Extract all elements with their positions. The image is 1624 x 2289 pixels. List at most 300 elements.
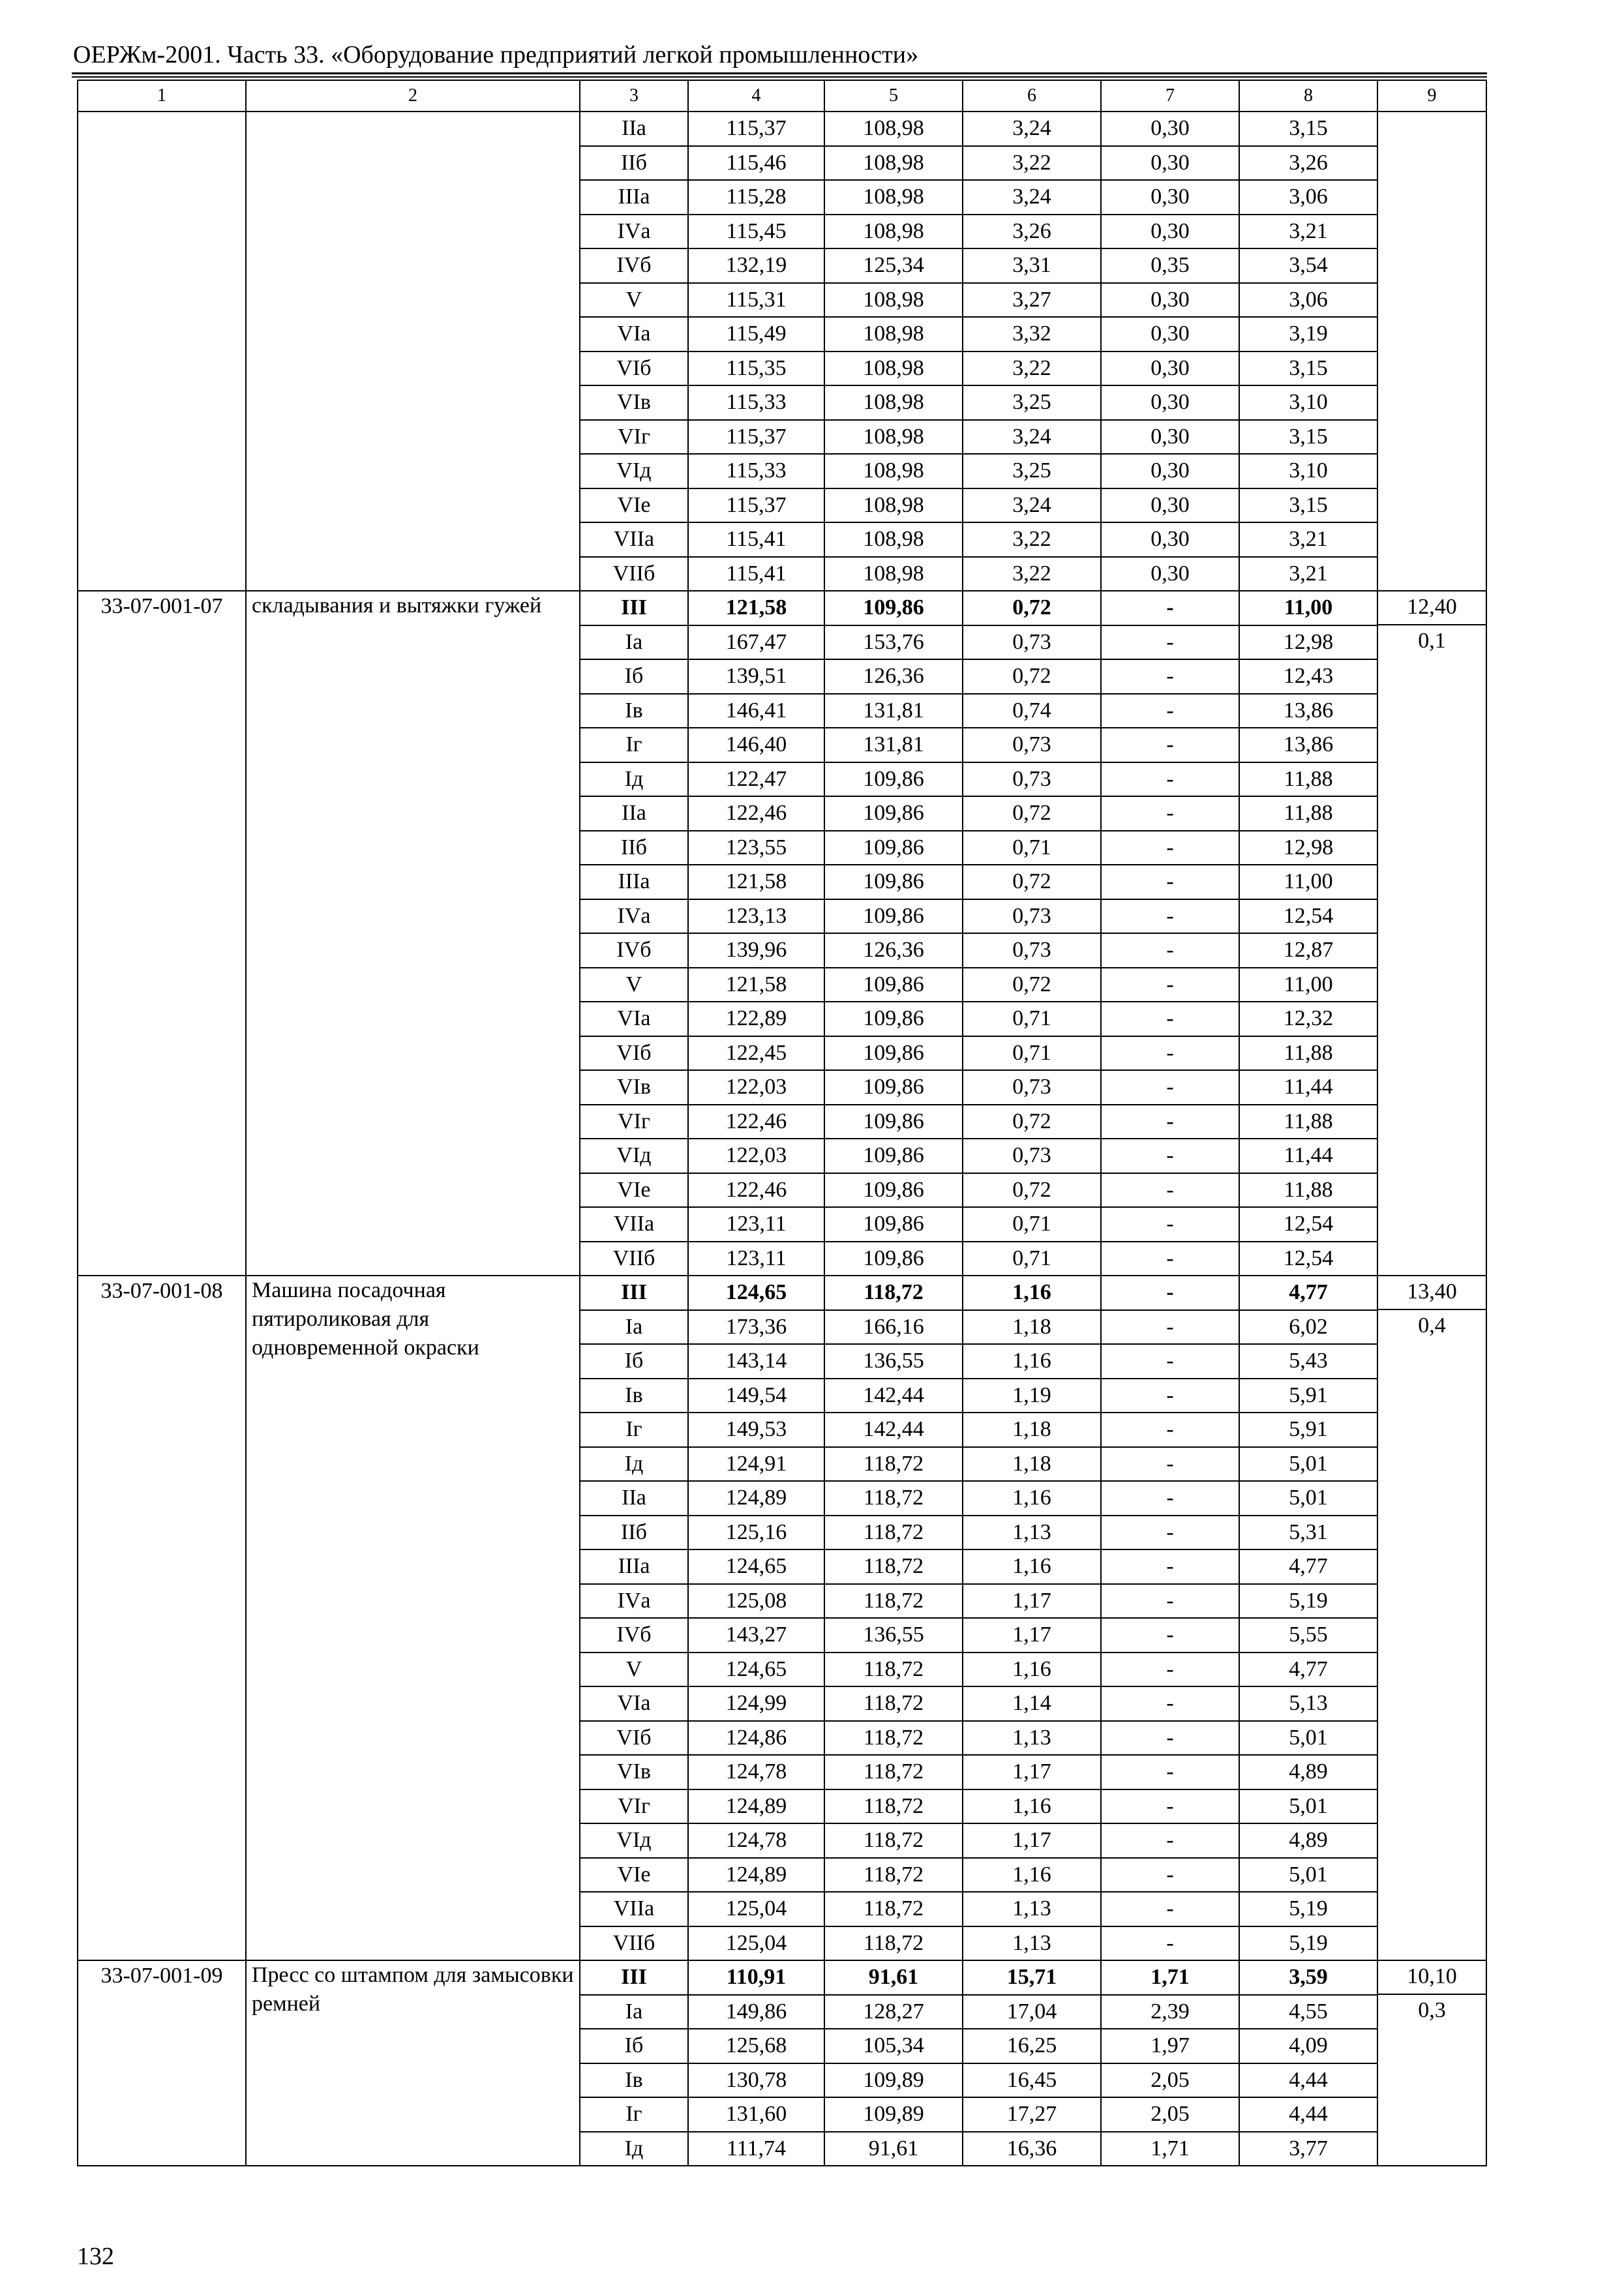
value-cell: - xyxy=(1101,1926,1239,1961)
zone-cell: VIе xyxy=(580,488,688,523)
value-cell: 124,89 xyxy=(688,1858,824,1893)
zone-cell: VIIа xyxy=(580,1892,688,1926)
zone-cell: IVб xyxy=(580,933,688,968)
value-cell: - xyxy=(1101,1036,1239,1071)
zone-cell: VIб xyxy=(580,352,688,386)
value-cell: - xyxy=(1101,1858,1239,1893)
value-cell: 6,02 xyxy=(1239,1310,1377,1345)
value-cell: 4,77 xyxy=(1239,1549,1377,1584)
value-cell: 12,54 xyxy=(1239,1207,1377,1242)
column-header: 7 xyxy=(1101,80,1239,112)
value-cell: 124,99 xyxy=(688,1686,824,1721)
zone-cell: Iб xyxy=(580,659,688,694)
zone-cell: III xyxy=(580,591,688,625)
value-cell: 0,30 xyxy=(1101,385,1239,420)
zone-cell: VIIа xyxy=(580,1207,688,1242)
value-cell: 4,09 xyxy=(1239,2029,1377,2063)
value-cell: - xyxy=(1101,728,1239,762)
value-cell: - xyxy=(1101,1789,1239,1824)
name-cell: Пресс со штампом для замысовки ремней xyxy=(246,1960,580,2166)
table-row xyxy=(78,591,1486,625)
value-cell: 0,72 xyxy=(963,591,1101,625)
value-cell: 5,19 xyxy=(1239,1926,1377,1961)
value-cell: - xyxy=(1101,1481,1239,1516)
value-cell: 2,05 xyxy=(1101,2097,1239,2132)
value-cell: 1,13 xyxy=(963,1721,1101,1756)
value-cell: 5,01 xyxy=(1239,1858,1377,1893)
value-cell: 1,16 xyxy=(963,1344,1101,1379)
zone-cell: IVб xyxy=(580,248,688,283)
value-cell: - xyxy=(1101,796,1239,831)
name-cell: Машина посадочная пятироликовая для одновременной окраски xyxy=(246,1276,580,1960)
value-cell: 118,72 xyxy=(824,1686,963,1721)
value-cell: 13,86 xyxy=(1239,728,1377,762)
zone-cell: IIа xyxy=(580,796,688,831)
column-header: 1 xyxy=(78,80,246,112)
value-cell: 0,30 xyxy=(1101,180,1239,215)
value-cell: 1,17 xyxy=(963,1755,1101,1789)
value-cell: 109,89 xyxy=(824,2097,963,2132)
zone-cell: Iа xyxy=(580,1310,688,1345)
value-cell: 139,51 xyxy=(688,659,824,694)
value-cell: 91,61 xyxy=(824,1960,963,1995)
value-cell: 123,11 xyxy=(688,1207,824,1242)
zone-cell: Iд xyxy=(580,762,688,797)
value-cell: 0,30 xyxy=(1101,522,1239,557)
col9-bottom-value: 0,3 xyxy=(1418,1998,1446,2022)
zone-cell: V xyxy=(580,1653,688,1687)
zone-cell: IIб xyxy=(580,1516,688,1550)
value-cell: 3,24 xyxy=(963,112,1101,146)
value-cell: - xyxy=(1101,1755,1239,1789)
value-cell: 118,72 xyxy=(824,1447,963,1482)
value-cell: 0,72 xyxy=(963,796,1101,831)
value-cell: 139,96 xyxy=(688,933,824,968)
value-cell: 0,73 xyxy=(963,625,1101,660)
name-cell: складывания и вытяжки гужей xyxy=(246,591,580,1276)
value-cell: - xyxy=(1101,591,1239,625)
value-cell: 115,35 xyxy=(688,352,824,386)
value-cell: 0,72 xyxy=(963,659,1101,694)
value-cell: 3,24 xyxy=(963,488,1101,523)
zone-cell: Iв xyxy=(580,1379,688,1413)
zone-cell: Iа xyxy=(580,625,688,660)
value-cell: - xyxy=(1101,1584,1239,1619)
zone-cell: VIб xyxy=(580,1036,688,1071)
zone-cell: VIд xyxy=(580,1139,688,1173)
value-cell: - xyxy=(1101,1516,1239,1550)
value-cell: 109,86 xyxy=(824,865,963,899)
value-cell: 0,30 xyxy=(1101,352,1239,386)
value-cell: 109,86 xyxy=(824,1105,963,1139)
value-cell: 3,15 xyxy=(1239,420,1377,455)
value-cell: 167,47 xyxy=(688,625,824,660)
value-cell: 0,30 xyxy=(1101,112,1239,146)
value-cell: 12,54 xyxy=(1239,1242,1377,1276)
value-cell: 118,72 xyxy=(824,1789,963,1824)
value-cell: 122,45 xyxy=(688,1036,824,1071)
value-cell: 3,06 xyxy=(1239,180,1377,215)
value-cell: 3,21 xyxy=(1239,215,1377,249)
value-cell: 1,14 xyxy=(963,1686,1101,1721)
value-cell: 11,00 xyxy=(1239,968,1377,1002)
value-cell: 124,78 xyxy=(688,1823,824,1858)
value-cell: 16,45 xyxy=(963,2063,1101,2098)
column-header: 6 xyxy=(963,80,1101,112)
value-cell: 1,71 xyxy=(1101,1960,1239,1995)
table-row xyxy=(78,1960,1486,1995)
value-cell: 5,31 xyxy=(1239,1516,1377,1550)
value-cell: 108,98 xyxy=(824,215,963,249)
value-cell: 4,44 xyxy=(1239,2097,1377,2132)
value-cell: 110,91 xyxy=(688,1960,824,1995)
value-cell: 4,44 xyxy=(1239,2063,1377,2098)
column-header-row xyxy=(78,80,1486,112)
value-cell: - xyxy=(1101,1276,1239,1310)
value-cell: 118,72 xyxy=(824,1584,963,1619)
value-cell: 3,25 xyxy=(963,385,1101,420)
value-cell: 12,32 xyxy=(1239,1002,1377,1036)
zone-cell: IIб xyxy=(580,831,688,865)
value-cell: 5,01 xyxy=(1239,1721,1377,1756)
value-cell: 109,86 xyxy=(824,1173,963,1208)
value-cell: 1,18 xyxy=(963,1413,1101,1447)
value-cell: 0,73 xyxy=(963,1070,1101,1105)
value-cell: 1,17 xyxy=(963,1584,1101,1619)
value-cell: 105,34 xyxy=(824,2029,963,2063)
value-cell: 125,34 xyxy=(824,248,963,283)
zone-cell: VIIб xyxy=(580,1926,688,1961)
zone-cell: IIб xyxy=(580,146,688,181)
value-cell: - xyxy=(1101,1413,1239,1447)
value-cell: 11,44 xyxy=(1239,1070,1377,1105)
zone-cell: IVа xyxy=(580,1584,688,1619)
col9-bottom-value: 0,1 xyxy=(1418,629,1446,653)
value-cell: 1,16 xyxy=(963,1789,1101,1824)
value-cell: 4,89 xyxy=(1239,1755,1377,1789)
value-cell: 115,31 xyxy=(688,283,824,318)
value-cell: 121,58 xyxy=(688,591,824,625)
value-cell: 2,39 xyxy=(1101,1995,1239,2029)
zone-cell: VIIб xyxy=(580,1242,688,1276)
zone-cell: Iг xyxy=(580,728,688,762)
value-cell: 109,86 xyxy=(824,899,963,934)
value-cell: 12,87 xyxy=(1239,933,1377,968)
header-rule-thin xyxy=(72,76,1487,78)
value-cell: 0,71 xyxy=(963,1002,1101,1036)
value-cell: 0,73 xyxy=(963,1139,1101,1173)
zone-cell: VIб xyxy=(580,1721,688,1756)
value-cell: 1,18 xyxy=(963,1310,1101,1345)
column-header: 8 xyxy=(1239,80,1377,112)
value-cell: 0,71 xyxy=(963,1242,1101,1276)
value-cell: 111,74 xyxy=(688,2132,824,2166)
value-cell: 1,16 xyxy=(963,1276,1101,1310)
value-cell: 125,08 xyxy=(688,1584,824,1619)
value-cell: 109,86 xyxy=(824,796,963,831)
value-cell: 0,73 xyxy=(963,933,1101,968)
zone-cell: Iд xyxy=(580,1447,688,1482)
zone-cell: IIIа xyxy=(580,180,688,215)
value-cell: 146,40 xyxy=(688,728,824,762)
value-cell: 15,71 xyxy=(963,1960,1101,1995)
zone-cell: VIв xyxy=(580,1755,688,1789)
value-cell: 124,65 xyxy=(688,1549,824,1584)
zone-cell: VIа xyxy=(580,1686,688,1721)
value-cell: 142,44 xyxy=(824,1413,963,1447)
value-cell: 0,30 xyxy=(1101,420,1239,455)
value-cell: 115,28 xyxy=(688,180,824,215)
zone-cell: Iб xyxy=(580,2029,688,2063)
value-cell: 131,81 xyxy=(824,694,963,728)
value-cell: 0,72 xyxy=(963,1105,1101,1139)
value-cell: 3,31 xyxy=(963,248,1101,283)
value-cell: 0,71 xyxy=(963,1207,1101,1242)
value-cell: 0,72 xyxy=(963,1173,1101,1208)
value-cell: 1,16 xyxy=(963,1549,1101,1584)
value-cell: 122,46 xyxy=(688,1173,824,1208)
value-cell: 115,37 xyxy=(688,488,824,523)
value-cell: 109,86 xyxy=(824,968,963,1002)
col9-top-value: 12,40 xyxy=(1378,591,1486,625)
value-cell: 118,72 xyxy=(824,1481,963,1516)
zone-cell: III xyxy=(580,1960,688,1995)
value-cell: 109,86 xyxy=(824,1207,963,1242)
value-cell: 115,37 xyxy=(688,420,824,455)
value-cell: 0,30 xyxy=(1101,557,1239,591)
value-cell: 115,33 xyxy=(688,454,824,488)
value-cell: 143,14 xyxy=(688,1344,824,1379)
value-cell: 118,72 xyxy=(824,1755,963,1789)
value-cell: 108,98 xyxy=(824,180,963,215)
value-cell: 173,36 xyxy=(688,1310,824,1345)
value-cell: 0,35 xyxy=(1101,248,1239,283)
value-cell: 125,68 xyxy=(688,2029,824,2063)
value-cell: 5,19 xyxy=(1239,1892,1377,1926)
value-cell: 0,30 xyxy=(1101,317,1239,352)
zone-cell: III xyxy=(580,1276,688,1310)
value-cell: 12,54 xyxy=(1239,899,1377,934)
value-cell: 109,86 xyxy=(824,1002,963,1036)
value-cell: - xyxy=(1101,1379,1239,1413)
value-cell: 3,26 xyxy=(1239,146,1377,181)
zone-cell: IIа xyxy=(580,1481,688,1516)
zone-cell: VIе xyxy=(580,1173,688,1208)
zone-cell: Iв xyxy=(580,2063,688,2098)
value-cell: 109,86 xyxy=(824,1242,963,1276)
value-cell: 123,55 xyxy=(688,831,824,865)
zone-cell: Iг xyxy=(580,1413,688,1447)
value-cell: 11,00 xyxy=(1239,865,1377,899)
zone-cell: VIг xyxy=(580,1789,688,1824)
value-cell: 124,65 xyxy=(688,1653,824,1687)
value-cell: 0,73 xyxy=(963,762,1101,797)
value-cell: 1,17 xyxy=(963,1618,1101,1653)
value-cell: 3,22 xyxy=(963,522,1101,557)
value-cell: 122,89 xyxy=(688,1002,824,1036)
value-cell: 149,86 xyxy=(688,1995,824,2029)
value-cell: 1,13 xyxy=(963,1892,1101,1926)
value-cell: 121,58 xyxy=(688,865,824,899)
value-cell: 115,46 xyxy=(688,146,824,181)
value-cell: 125,04 xyxy=(688,1892,824,1926)
value-cell: 0,30 xyxy=(1101,215,1239,249)
resource-table xyxy=(77,80,1487,2166)
value-cell: 5,55 xyxy=(1239,1618,1377,1653)
value-cell: 166,16 xyxy=(824,1310,963,1345)
value-cell: 0,73 xyxy=(963,899,1101,934)
name-cell xyxy=(246,112,580,591)
value-cell: - xyxy=(1101,1207,1239,1242)
value-cell: 0,71 xyxy=(963,1036,1101,1071)
value-cell: 122,46 xyxy=(688,1105,824,1139)
value-cell: 149,53 xyxy=(688,1413,824,1447)
zone-cell: VIIа xyxy=(580,522,688,557)
value-cell: 1,13 xyxy=(963,1926,1101,1961)
value-cell: 122,03 xyxy=(688,1070,824,1105)
value-cell: - xyxy=(1101,1686,1239,1721)
zone-cell: Iб xyxy=(580,1344,688,1379)
col9-top-value: 10,10 xyxy=(1378,1961,1486,1995)
value-cell: 3,27 xyxy=(963,283,1101,318)
value-cell: - xyxy=(1101,1653,1239,1687)
value-cell: 136,55 xyxy=(824,1618,963,1653)
value-cell: 3,21 xyxy=(1239,557,1377,591)
value-cell: 115,41 xyxy=(688,557,824,591)
value-cell: 0,30 xyxy=(1101,283,1239,318)
value-cell: 109,89 xyxy=(824,2063,963,2098)
value-cell: 149,54 xyxy=(688,1379,824,1413)
value-cell: - xyxy=(1101,694,1239,728)
zone-cell: IVа xyxy=(580,215,688,249)
value-cell: 4,77 xyxy=(1239,1653,1377,1687)
value-cell: 126,36 xyxy=(824,659,963,694)
value-cell: - xyxy=(1101,762,1239,797)
value-cell: 17,27 xyxy=(963,2097,1101,2132)
value-cell: - xyxy=(1101,1002,1239,1036)
value-cell: - xyxy=(1101,1892,1239,1926)
column-header: 2 xyxy=(246,80,580,112)
value-cell: - xyxy=(1101,968,1239,1002)
code-cell: 33-07-001-08 xyxy=(78,1276,246,1960)
zone-cell: V xyxy=(580,283,688,318)
value-cell: 12,98 xyxy=(1239,831,1377,865)
value-cell: 5,01 xyxy=(1239,1481,1377,1516)
value-cell: 1,97 xyxy=(1101,2029,1239,2063)
col9-top-value: 13,40 xyxy=(1378,1276,1486,1310)
value-cell: - xyxy=(1101,1173,1239,1208)
value-cell: 122,03 xyxy=(688,1139,824,1173)
zone-cell: VIIб xyxy=(580,557,688,591)
value-cell: 108,98 xyxy=(824,454,963,488)
value-cell: 1,16 xyxy=(963,1481,1101,1516)
value-cell: 3,24 xyxy=(963,420,1101,455)
table-body xyxy=(78,80,1486,2166)
zone-cell: Iа xyxy=(580,1995,688,2029)
value-cell: 5,13 xyxy=(1239,1686,1377,1721)
value-cell: 11,88 xyxy=(1239,1105,1377,1139)
zone-cell: VIв xyxy=(580,385,688,420)
zone-cell: VIд xyxy=(580,1823,688,1858)
value-cell: 124,78 xyxy=(688,1755,824,1789)
value-cell: 124,89 xyxy=(688,1789,824,1824)
value-cell: 118,72 xyxy=(824,1721,963,1756)
zone-cell: Iг xyxy=(580,2097,688,2132)
value-cell: - xyxy=(1101,1344,1239,1379)
value-cell: 125,04 xyxy=(688,1926,824,1961)
value-cell: - xyxy=(1101,831,1239,865)
value-cell: 1,16 xyxy=(963,1653,1101,1687)
value-cell: - xyxy=(1101,659,1239,694)
value-cell: 118,72 xyxy=(824,1892,963,1926)
value-cell: 3,21 xyxy=(1239,522,1377,557)
table-row xyxy=(78,1276,1486,1310)
value-cell: 0,72 xyxy=(963,865,1101,899)
value-cell: 3,22 xyxy=(963,557,1101,591)
col9-cell xyxy=(1377,1960,1486,2166)
value-cell: - xyxy=(1101,1721,1239,1756)
code-cell: 33-07-001-09 xyxy=(78,1960,246,2166)
value-cell: 0,72 xyxy=(963,968,1101,1002)
value-cell: 108,98 xyxy=(824,522,963,557)
value-cell: 123,11 xyxy=(688,1242,824,1276)
value-cell: 118,72 xyxy=(824,1926,963,1961)
value-cell: 3,22 xyxy=(963,146,1101,181)
zone-cell: VIг xyxy=(580,1105,688,1139)
value-cell: 13,86 xyxy=(1239,694,1377,728)
value-cell: 108,98 xyxy=(824,352,963,386)
value-cell: 124,65 xyxy=(688,1276,824,1310)
value-cell: 3,59 xyxy=(1239,1960,1377,1995)
zone-cell: Iд xyxy=(580,2132,688,2166)
value-cell: 109,86 xyxy=(824,1139,963,1173)
value-cell: 136,55 xyxy=(824,1344,963,1379)
value-cell: 108,98 xyxy=(824,112,963,146)
value-cell: 5,91 xyxy=(1239,1413,1377,1447)
value-cell: 146,41 xyxy=(688,694,824,728)
value-cell: 121,58 xyxy=(688,968,824,1002)
value-cell: 11,88 xyxy=(1239,1173,1377,1208)
zone-cell: IIIа xyxy=(580,1549,688,1584)
value-cell: 124,89 xyxy=(688,1481,824,1516)
value-cell: - xyxy=(1101,1823,1239,1858)
value-cell: - xyxy=(1101,1070,1239,1105)
zone-cell: VIд xyxy=(580,454,688,488)
value-cell: 11,88 xyxy=(1239,1036,1377,1071)
value-cell: 1,17 xyxy=(963,1823,1101,1858)
value-cell: 0,74 xyxy=(963,694,1101,728)
col9-cell xyxy=(1377,591,1486,1276)
value-cell: - xyxy=(1101,933,1239,968)
value-cell: 109,86 xyxy=(824,762,963,797)
value-cell: 124,91 xyxy=(688,1447,824,1482)
value-cell: 118,72 xyxy=(824,1516,963,1550)
col9-cell xyxy=(1377,1276,1486,1960)
value-cell: - xyxy=(1101,1139,1239,1173)
code-cell: 33-07-001-07 xyxy=(78,591,246,1276)
value-cell: 3,15 xyxy=(1239,112,1377,146)
value-cell: - xyxy=(1101,1618,1239,1653)
value-cell: 12,98 xyxy=(1239,625,1377,660)
value-cell: 143,27 xyxy=(688,1618,824,1653)
value-cell: 0,30 xyxy=(1101,488,1239,523)
value-cell: 142,44 xyxy=(824,1379,963,1413)
value-cell: 11,88 xyxy=(1239,796,1377,831)
value-cell: 128,27 xyxy=(824,1995,963,2029)
value-cell: 109,86 xyxy=(824,831,963,865)
zone-cell: IVб xyxy=(580,1618,688,1653)
column-header: 5 xyxy=(824,80,963,112)
